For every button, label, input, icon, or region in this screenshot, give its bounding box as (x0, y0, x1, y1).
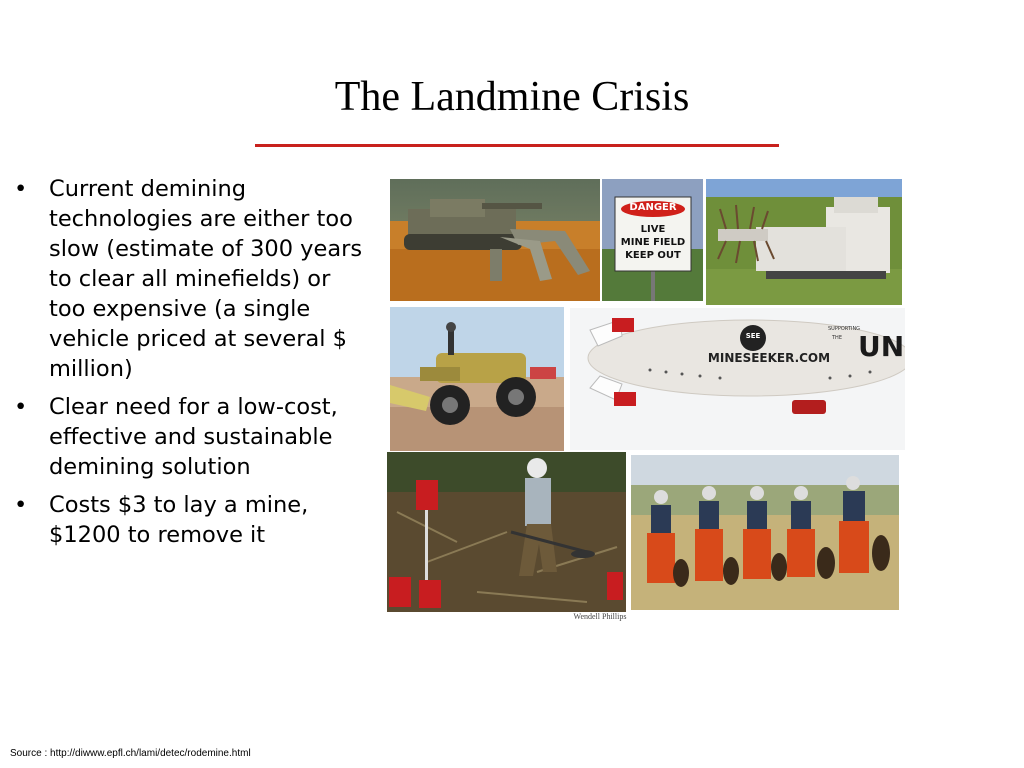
danger-sign-line: LIVE (640, 224, 666, 235)
deminer-field-photo (387, 452, 626, 612)
blimp-text: MINESEEKER.COM (707, 351, 831, 365)
danger-sign-photo (602, 179, 703, 301)
danger-sign-line: MINE FIELD (620, 237, 686, 248)
bullet-list (12, 174, 372, 558)
bullet-item (12, 174, 372, 384)
blimp-un: UN (858, 330, 905, 363)
bullet-item (12, 490, 372, 550)
bullet-dot: • (14, 492, 28, 518)
bullet-text: Clear need for a low-cost, effective and sustainable demining solution (49, 394, 338, 480)
title-divider (255, 144, 779, 147)
source-note: Source : http://diwww.epfl.ch/lami/detec/rodemine.html (10, 748, 251, 759)
bullet-text: Costs $3 to lay a mine, $1200 to remove it (49, 492, 309, 548)
danger-sign-line: KEEP OUT (625, 250, 681, 261)
photo-credit: Wendell Phillips (573, 612, 627, 621)
danger-sign-header: DANGER (629, 202, 677, 213)
flail-machine-photo (706, 179, 902, 305)
tank-photo (390, 179, 600, 301)
bullet-dot: • (14, 176, 28, 202)
blimp-logo: SEE (745, 332, 761, 340)
bullet-text: Current demining technologies are either too slow (estimate of 300 years to clear all minefields) or too expensive (a single vehicle priced at several $ million) (49, 176, 363, 382)
bullet-item (12, 392, 372, 482)
team-with-dogs-photo (631, 455, 899, 610)
slide-title: The Landmine Crisis (334, 74, 690, 120)
blimp-the: THE (832, 335, 842, 341)
quad-bike-photo (390, 307, 564, 451)
blimp-supporting: SUPPORTING (828, 326, 861, 332)
bullet-dot: • (14, 394, 28, 420)
blimp-photo (570, 308, 905, 450)
